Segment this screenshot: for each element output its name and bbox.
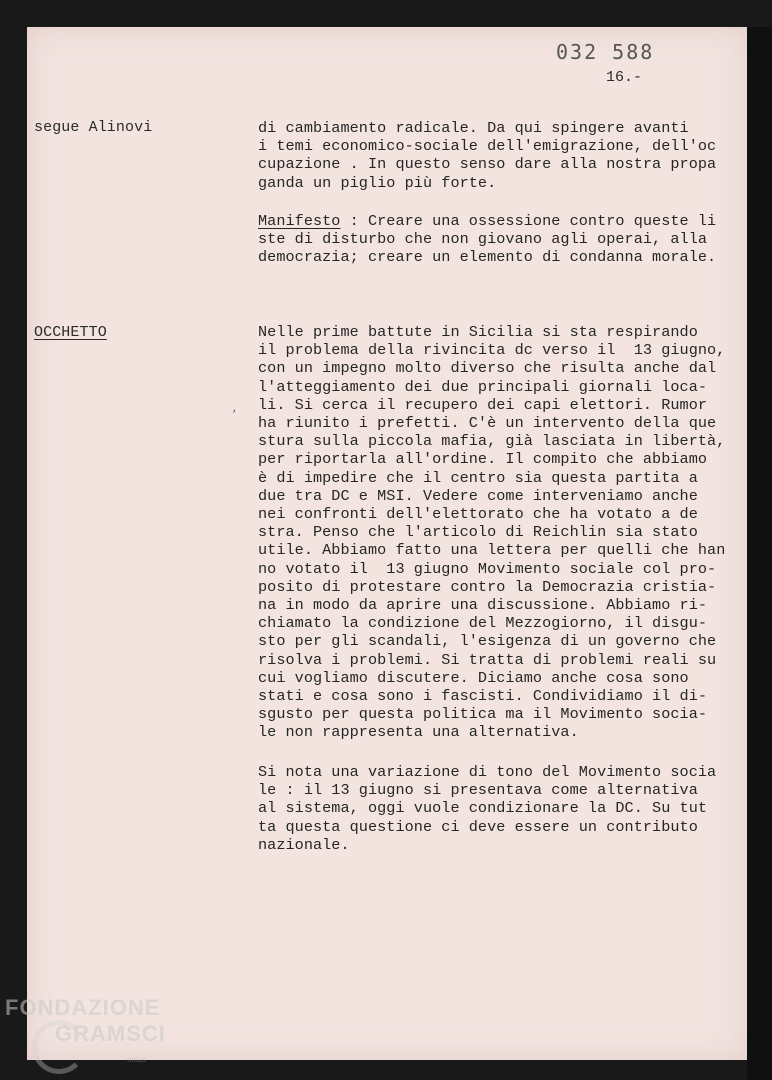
topic-label: Manifesto (258, 212, 341, 230)
paragraph: Nelle prime battute in Sicilia si sta respirando il problema della rivincita dc verso il 13 giugno, con un impegno molto diverso che risulta anche dal l'atteggiamento dei due principali giornali loca- li. Si cerca il recupero dei capi elettori. Rumor ha riunito i prefetti. C'è un intervento della que stura sulla piccola mafia, già lasciata in libertà, per riportarla all'ordine. Il compito che abbiamo è di impedire che il centro sia questa partita a due tra DC e MSI. Vedere come interveniamo anche nei confronti dell'elettorato che ha votato a de stra. Penso che l'articolo di Reichlin sia stato utile. Abbiamo fatto una lettera per quelli che han no votato il 13 giugno Movimento sociale col pro- posito di protestare contro la Democrazia cristia- na in modo da aprire una discussione. Abbiamo ri- chiamato la condizione del Mezzogiorno, il disgu- sto per gli scandali, l'esigenza di un governo che risolva i problemi. Si tratta di problemi reali su cui vogliamo discutere. Diciamo anche cosa sono stati e cosa sono i fascisti. Condividiamo il di- sgusto per questa politica ma il Movimento socia- le non rappresenta una alternativa. (258, 323, 726, 742)
paragraph: di cambiamento radicale. Da qui spingere avanti i temi economico-sociale dell'emigrazione, dell'oc cupazione . In questo senso dare alla nostra propa ganda un piglio più forte. (258, 119, 717, 192)
speaker-label: segue Alinovi (34, 119, 153, 136)
margin-mark: , (232, 404, 239, 415)
speaker-label: OCCHETTO (34, 324, 107, 341)
paragraph: Si nota una variazione di tono del Movimento socia le : il 13 giugno si presentava come alternativa al sistema, oggi vuole condizionare la DC. Su tut ta questa questione ci deve essere un contributo nazionale. (258, 763, 717, 854)
page-edge (747, 27, 772, 1080)
paragraph: Manifesto : Creare una ossessione contro queste li ste di disturbo che non giovano agli operai, alla democrazia; creare un elemento di condanna morale. (258, 212, 717, 267)
page-number: 16.- (606, 69, 643, 86)
archive-number: 032 588 (556, 40, 655, 64)
watermark: FONDAZIONE GRAMSCI onlus (5, 995, 166, 1064)
